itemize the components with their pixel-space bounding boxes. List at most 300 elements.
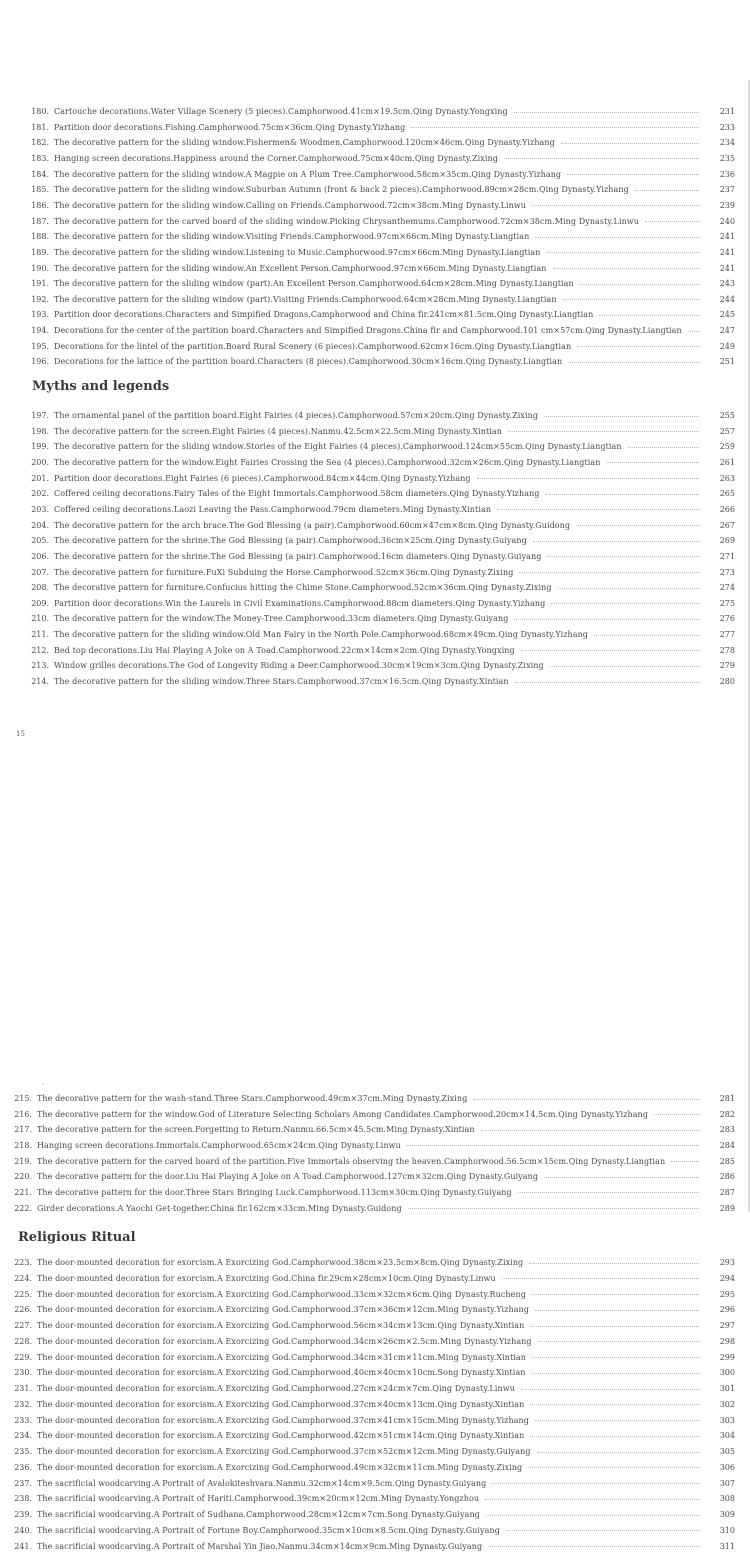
toc-entry	[0, 1539, 750, 1554]
entry-description: The decorative pattern for the sliding window.Suburban Autumn (front & back 2 pieces).Camphorwood.89cm×28cm.Qing Dynasty.Yizhang	[54, 185, 629, 195]
entry-description: The decorative pattern for the door.Three Stars Bringing Luck.Camphorwood.113cm×30cm.Qing Dynasty.Guiyang	[37, 1187, 512, 1197]
toc-entry	[0, 1334, 750, 1349]
entry-description: The door-mounted decoration for exorcism.A Exorcizing God.Camphorwood.56cm×34cm×13cm.Qing Dynasty.Xintian	[37, 1321, 525, 1330]
entry-description: The decorative pattern for the sliding window.Old Man Fairy in the North Pole.Camphorwood.68cm×49cm.Qing Dynasty.Yizhang	[54, 630, 589, 640]
toc-entry	[0, 549, 750, 564]
entry-description: The door-mounted decoration for exorcism.A Exorcizing God.China fir.29cm×28cm×10cm.Qing Dynasty.Linwu	[37, 1273, 496, 1283]
dot-leader	[535, 1419, 699, 1421]
entry-number: 234.	[14, 1431, 32, 1441]
entry-description: The decorative pattern for the window.The Money-Tree.Camphorwood.33cm diameters.Qing Dynasty.Guiyang	[54, 614, 509, 624]
entry-number: 237.	[14, 1478, 32, 1488]
toc-entry	[0, 1138, 750, 1153]
entry-description: The door-mounted decoration for exorcism.A Exorcizing God.Camphorwood.38cm×23.5cm×8cm.Qing Dynasty.Zixing	[37, 1258, 524, 1267]
toc-entry	[0, 245, 750, 260]
toc-entry	[0, 1169, 750, 1184]
entry-description: Cartouche decorations.Water Village Scenery (5 pieces).Camphorwood.41cm×19.5cm.Qing Dynasty.Yongxing	[54, 107, 508, 116]
toc-entry	[0, 1107, 750, 1122]
entry-description: Girder decorations.A Yaochi Get-together.China fir.162cm×33cm.Ming Dynasty.Guidong	[37, 1203, 402, 1213]
dot-leader	[530, 1403, 699, 1405]
toc-entry	[0, 1491, 750, 1506]
dot-leader	[628, 446, 699, 448]
entry-page-number: 233	[719, 122, 735, 132]
dot-leader	[492, 1482, 699, 1484]
dot-leader	[485, 1498, 699, 1500]
section-heading-religious-ritual: Religious Ritual	[18, 1230, 136, 1245]
dot-leader	[547, 555, 699, 557]
toc-entry	[0, 1428, 750, 1443]
entry-description: The decorative pattern for the sliding window.Visiting Friends.Camphorwood.97cm×66cm.Ming Dynasty.Liangtian	[54, 232, 530, 242]
entry-page-number: 244	[719, 294, 735, 304]
entry-page-number: 289	[719, 1203, 735, 1213]
toc-entry	[0, 1255, 750, 1270]
dot-leader	[550, 665, 699, 667]
entry-description: The door-mounted decoration for exorcism.A Exorcizing God.Camphorwood.34cm×31cm×11cm.Ming Dynasty.Xintian	[37, 1352, 526, 1362]
entry-page-number: 296	[719, 1305, 735, 1315]
entry-number: 195.	[31, 341, 49, 351]
dot-leader	[532, 1293, 699, 1295]
entry-number: 199.	[31, 442, 49, 452]
entry-description: The decorative pattern for furniture.Confucius hitting the Chime Stone.Camphorwood.52cm×36cm.Qing Dynasty.Zixing	[54, 583, 552, 593]
entry-number: 191.	[31, 279, 49, 289]
entry-number: 201.	[31, 473, 49, 483]
entry-description: The decorative pattern for the sliding window.Calling on Friends.Camphorwood.72cm×38cm.Ming Dynasty.Linwu	[54, 200, 527, 210]
entry-page-number: 299	[719, 1352, 735, 1362]
toc-entry	[0, 276, 750, 291]
entry-page-number: 259	[719, 442, 735, 452]
toc-entry	[0, 1381, 750, 1396]
entry-description: The door-mounted decoration for exorcism.A Exorcizing God.Camphorwood.37cm×52cm×12cm.Ming Dynasty.Guiyang	[37, 1447, 531, 1456]
book-page-right	[0, 742, 750, 1551]
entry-page-number: 295	[719, 1289, 735, 1299]
entry-number: 203.	[31, 504, 49, 514]
entry-page-number: 309	[719, 1510, 735, 1519]
entry-page-number: 282	[719, 1109, 735, 1119]
dot-leader	[576, 524, 699, 526]
dot-leader	[558, 587, 699, 589]
dot-leader	[551, 602, 699, 604]
entry-number: 189.	[31, 247, 49, 257]
dot-leader	[563, 298, 699, 300]
entry-number: 209.	[31, 598, 49, 608]
entry-page-number: 251	[719, 357, 735, 367]
toc-entry	[0, 674, 750, 689]
entry-page-number: 261	[719, 457, 735, 467]
entry-page-number: 308	[719, 1494, 735, 1504]
section-heading-myths: Myths and legends	[32, 379, 170, 394]
dot-leader	[532, 1356, 699, 1358]
entry-page-number: 276	[719, 614, 735, 624]
entry-number: 200.	[31, 457, 49, 467]
dot-leader	[473, 1098, 699, 1100]
entry-number: 225.	[14, 1289, 32, 1299]
toc-entry	[0, 518, 750, 533]
entry-number: 232.	[14, 1399, 32, 1409]
entry-number: 215.	[14, 1094, 32, 1103]
entry-page-number: 249	[719, 341, 735, 351]
dot-leader	[532, 204, 699, 206]
entry-description: Decorations for the center of the partition board.Characters and Simpified Dragons.China fir and Camphorwood.101 cm×57cm.Qing Dynasty.Liangtian	[54, 326, 682, 336]
entry-page-number: 286	[719, 1172, 735, 1182]
toc-entry	[0, 182, 750, 197]
entry-description: The door-mounted decoration for exorcism.A Exorcizing God.Camphorwood.27cm×24cm×7cm.Qing Dynasty.Linwu	[37, 1384, 515, 1393]
dot-leader	[535, 236, 699, 238]
toc-entry	[0, 565, 750, 580]
toc-entry	[0, 323, 750, 338]
dot-leader	[688, 330, 699, 332]
entry-description: Partition door decorations.Fishing.Camphorwood.75cm×36cm.Qing Dynasty.Yizhang	[54, 122, 406, 132]
entry-page-number: 236	[719, 169, 735, 179]
entry-page-number: 281	[719, 1094, 735, 1103]
page-folio-number: 15	[16, 730, 25, 738]
dot-leader	[408, 1207, 699, 1209]
toc-entry	[0, 1413, 750, 1428]
toc-entry	[0, 1365, 750, 1380]
entry-number: 239.	[14, 1510, 32, 1519]
dot-leader	[654, 1113, 699, 1115]
entry-description: The sacrificial woodcarving.A Portrait of Fortune Boy.Camphorwood.35cm×10cm×8.5cm.Qing Dynasty.Guiyang	[37, 1525, 500, 1535]
entry-number: 210.	[31, 614, 49, 624]
entry-number: 216.	[14, 1109, 32, 1119]
entry-page-number: 257	[719, 426, 735, 436]
entry-number: 223.	[14, 1258, 32, 1267]
entry-description: The decorative pattern for the sliding window.A Magpie on A Plum Tree.Camphorwood.58cm×35cm.Qing Dynasty.Yizhang	[54, 169, 562, 179]
entry-number: 226.	[14, 1305, 32, 1315]
dot-leader	[532, 1372, 699, 1374]
book-page-left	[0, 0, 750, 742]
entry-page-number: 241	[719, 263, 735, 273]
toc-entry	[0, 1271, 750, 1286]
entry-number: 236.	[14, 1462, 32, 1472]
dot-leader	[544, 415, 699, 417]
entry-description: The decorative pattern for the door.Liu Hai Playing A Joke on A Toad.Camphorwood.127cm×32cm.Qing Dynasty.Guiyang	[37, 1172, 539, 1182]
entry-number: 186.	[31, 200, 49, 210]
toc-entry	[0, 1302, 750, 1317]
toc-entry	[0, 1507, 750, 1522]
dot-leader	[561, 142, 699, 144]
entry-number: 224.	[14, 1273, 32, 1283]
toc-entry	[0, 486, 750, 501]
entry-page-number: 297	[719, 1321, 735, 1330]
entry-number: 196.	[31, 357, 49, 367]
toc-entry	[0, 1444, 750, 1459]
entry-number: 202.	[31, 489, 49, 499]
entry-page-number: 265	[719, 489, 735, 499]
toc-entry	[0, 307, 750, 322]
toc-entry	[0, 643, 750, 658]
toc-entry	[0, 611, 750, 626]
toc-entry	[0, 261, 750, 276]
toc-entry	[0, 1460, 750, 1475]
toc-entry	[0, 1318, 750, 1333]
dot-leader	[535, 1309, 699, 1311]
entry-description: The decorative pattern for the carved board of the partition.Five Immortals observing the heaven.Camphorwood.56.5cm×15cm.Qing Dynasty.Liangtian	[37, 1156, 666, 1166]
entry-page-number: 298	[719, 1336, 735, 1346]
entry-description: The decorative pattern for the screen.Forgetting to Return.Nanmu.66.5cm×45.5cm.Ming Dynasty.Xintian	[37, 1125, 475, 1135]
dot-leader	[521, 1388, 699, 1390]
entry-description: Window grilles decorations.The God of Longevity Riding a Deer.Camphorwood.30cm×19cm×3cm.Qing Dynasty.Zixing	[54, 661, 544, 671]
dot-leader	[477, 477, 699, 479]
entry-page-number: 243	[719, 279, 735, 289]
dot-leader	[497, 508, 699, 510]
toc-entry	[0, 1185, 750, 1200]
entry-number: 212.	[31, 645, 49, 655]
entry-page-number: 231	[719, 107, 735, 116]
entry-number: 181.	[31, 122, 49, 132]
entry-number: 180.	[31, 107, 49, 116]
dot-leader	[407, 1144, 699, 1146]
toc-entry	[0, 1287, 750, 1302]
toc-entry	[0, 1476, 750, 1491]
toc-entry	[0, 292, 750, 307]
entry-page-number: 263	[719, 473, 735, 483]
entry-description: The sacrificial woodcarving.A Portrait of Hariti.Camphorwood.39cm×20cm×12cm.Ming Dynasty.Yongzhou	[37, 1494, 480, 1504]
entry-page-number: 280	[719, 677, 735, 687]
dot-leader	[521, 649, 699, 651]
toc-entry	[0, 1201, 750, 1216]
entry-number: 222.	[14, 1203, 32, 1213]
dot-leader	[538, 1340, 699, 1342]
entry-number: 188.	[31, 232, 49, 242]
entry-page-number: 267	[719, 520, 735, 530]
toc-entry	[0, 1350, 750, 1365]
toc-entry	[0, 455, 750, 470]
toc-entry	[0, 408, 750, 423]
dot-leader	[504, 157, 699, 159]
entry-number: 205.	[31, 536, 49, 546]
entry-page-number: 303	[719, 1415, 735, 1425]
entry-description: The decorative pattern for furniture.FuXi Subduing the Horse.Camphorwood.52cm×36cm.Qing Dynasty.Zixing	[54, 567, 514, 577]
entry-number: 214.	[31, 677, 49, 687]
entry-page-number: 235	[719, 153, 735, 163]
entry-number: 240.	[14, 1525, 32, 1535]
entry-number: 233.	[14, 1415, 32, 1425]
entry-description: The door-mounted decoration for exorcism.A Exorcizing God.Camphorwood.33cm×32cm×6cm.Qing Dynasty.Rucheng	[37, 1289, 526, 1299]
entry-description: The decorative pattern for the sliding window (part).An Excellent Person.Camphorwood.64cm×28cm.Ming Dynasty.Liangtian	[54, 279, 574, 289]
dot-leader	[529, 1262, 699, 1264]
entry-description: The decorative pattern for the window.God of Literature Selecting Scholars Among Candidates.Camphorwood.20cm×14.5cm.Qing Dynasty.Yizhang	[37, 1109, 648, 1119]
toc-entry	[0, 104, 750, 119]
dot-leader	[481, 1129, 699, 1131]
entry-description: Partition door decorations.Eight Fairies (6 pieces).Camphorwood.84cm×44cm.Qing Dynasty.Yizhang	[54, 473, 471, 483]
entry-number: 187.	[31, 216, 49, 226]
entry-description: Coffered ceiling decorations.Laozi Leaving the Pass.Camphorwood.79cm diameters.Ming Dynasty.Xintian	[54, 504, 492, 514]
entry-number: 206.	[31, 551, 49, 561]
toc-entry	[0, 424, 750, 439]
entry-page-number: 311	[719, 1541, 735, 1551]
entry-number: 190.	[31, 263, 49, 273]
entry-number: 217.	[14, 1125, 32, 1135]
entry-page-number: 277	[719, 630, 735, 640]
dot-leader	[514, 111, 699, 113]
entry-number: 229.	[14, 1352, 32, 1362]
entry-number: 207.	[31, 567, 49, 577]
dot-leader	[528, 1466, 699, 1468]
entry-number: 221.	[14, 1187, 32, 1197]
entry-number: 211.	[31, 630, 49, 640]
entry-description: The decorative pattern for the shrine.The God Blessing (a pair).Camphorwood.16cm diameters.Qing Dynasty.Guiyang	[54, 551, 542, 561]
toc-entry	[0, 658, 750, 673]
dot-leader	[635, 189, 699, 191]
dot-leader	[671, 1160, 699, 1162]
entry-description: The ornamental panel of the partition board.Eight Fairies (4 pieces).Camphorwood.57cm×20cm.Qing Dynasty.Zixing	[54, 411, 539, 420]
entry-description: The door-mounted decoration for exorcism.A Exorcizing God.Camphorwood.37cm×41cm×15cm.Ming Dynasty.Yizhang	[37, 1415, 529, 1425]
entry-page-number: 241	[719, 247, 735, 257]
entry-page-number: 274	[719, 583, 735, 593]
dot-leader	[607, 461, 700, 463]
entry-description: Partition door decorations.Win the Laurels in Civil Examinations.Camphorwood.88cm diameters.Qing Dynasty.Yizhang	[54, 598, 546, 608]
toc-entry	[0, 151, 750, 166]
entry-page-number: 300	[719, 1368, 735, 1378]
dot-leader	[515, 681, 699, 683]
entry-description: The decorative pattern for the shrine.The God Blessing (a pair).Camphorwood.36cm×25cm.Qing Dynasty.Guiyang	[54, 536, 527, 546]
entry-number: 231.	[14, 1384, 32, 1393]
toc-entry	[0, 1523, 750, 1538]
entry-description: Decorations for the lattice of the partition board.Characters (8 pieces).Camphorwood.30cm×16cm.Qing Dynasty.Liangtian	[54, 357, 563, 367]
entry-description: Hanging screen decorations.Immortals.Camphorwood.65cm×24cm.Qing Dynasty.Linwu	[37, 1140, 401, 1150]
dot-leader	[537, 1451, 699, 1453]
dot-leader	[502, 1277, 699, 1279]
entry-page-number: 285	[719, 1156, 735, 1166]
dot-leader	[599, 314, 699, 316]
entry-description: The decorative pattern for the arch brace.The God Blessing (a pair).Camphorwood.60cm×47cm×8cm.Qing Dynasty.Guidong	[54, 520, 571, 530]
dot-leader	[580, 283, 699, 285]
entry-description: The door-mounted decoration for exorcism.A Exorcizing God.Camphorwood.37cm×36cm×12cm.Ming Dynasty.Yizhang	[37, 1305, 529, 1315]
dot-leader	[518, 1191, 699, 1193]
entry-description: Hanging screen decorations.Happiness around the Corner.Camphorwood.75cm×40cm.Qing Dynasty.Zixing	[54, 153, 498, 163]
dot-leader	[530, 1325, 699, 1327]
entry-number: 193.	[31, 310, 49, 320]
entry-description: The sacrificial woodcarving.A Portrait of Avalokiteshvara.Nanmu.32cm×14cm×9.5cm.Qing Dynasty.Guiyang	[37, 1478, 487, 1488]
entry-number: 182.	[31, 138, 49, 148]
stray-mark: -	[42, 1080, 45, 1088]
entry-description: The decorative pattern for the sliding window.Three Stars.Camphorwood.37cm×16.5cm.Qing Dynasty.Xintian	[54, 677, 509, 687]
entry-page-number: 237	[719, 185, 735, 195]
entry-description: The door-mounted decoration for exorcism.A Exorcizing God.Camphorwood.34cm×26cm×2.5cm.Ming Dynasty.Yizhang	[37, 1336, 532, 1346]
entry-description: The door-mounted decoration for exorcism.A Exorcizing God.Camphorwood.40cm×40cm×10cm.Song Dynasty.Xintian	[37, 1368, 526, 1378]
toc-entry	[0, 198, 750, 213]
entry-page-number: 307	[719, 1478, 735, 1488]
entry-page-number: 275	[719, 598, 735, 608]
dot-leader	[508, 430, 699, 432]
dot-leader	[567, 173, 699, 175]
entry-number: 194.	[31, 326, 49, 336]
entry-page-number: 278	[719, 645, 735, 655]
entry-page-number: 271	[719, 551, 735, 561]
entry-number: 185.	[31, 185, 49, 195]
entry-page-number: 305	[719, 1447, 735, 1456]
entry-number: 230.	[14, 1368, 32, 1378]
entry-page-number: 255	[719, 411, 735, 420]
entry-description: Bed top decorations.Liu Hai Playing A Joke on A Toad.Camphorwood.22cm×14cm×2cm.Qing Dynasty.Yongxing	[54, 645, 515, 655]
entry-number: 197.	[31, 411, 49, 420]
toc-entry	[0, 229, 750, 244]
entry-number: 184.	[31, 169, 49, 179]
entry-page-number: 234	[719, 138, 735, 148]
entry-number: 227.	[14, 1321, 32, 1330]
toc-entry	[0, 135, 750, 150]
entry-page-number: 304	[719, 1431, 735, 1441]
entry-description: Partition door decorations.Characters and Simpified Dragons.Camphorwood and China fir.241cm×81.5cm.Qing Dynasty.Liangtian	[54, 310, 594, 320]
entry-page-number: 301	[719, 1384, 735, 1393]
dot-leader	[488, 1545, 699, 1547]
entry-description: The sacrificial woodcarving.A Portrait of Sudhana.Camphorwood.28cm×12cm×7cm.Song Dynasty.Guiyang	[37, 1510, 480, 1519]
dot-leader	[645, 220, 699, 222]
toc-entry	[0, 471, 750, 486]
dot-leader	[568, 361, 699, 363]
entry-description: The decorative pattern for the sliding window.Fishermen& Woodmen.Camphorwood.120cm×46cm.Qing Dynasty.Yizhang	[54, 138, 555, 148]
entry-number: 183.	[31, 153, 49, 163]
entry-number: 204.	[31, 520, 49, 530]
toc-entry	[0, 1397, 750, 1412]
toc-entry	[0, 167, 750, 182]
entry-description: The door-mounted decoration for exorcism.A Exorcizing God.Camphorwood.42cm×51cm×14cm.Qing Dynasty.Xintian	[37, 1431, 525, 1441]
entry-description: The decorative pattern for the wash-stand.Three Stars.Camphorwood.49cm×37cm.Ming Dynasty.Zixing	[37, 1094, 468, 1103]
toc-entry	[0, 339, 750, 354]
entry-description: The sacrificial woodcarving.A Portrait of Marshal Yin Jiao.Nanmu.34cm×14cm×9cm.Ming Dynasty.Guiyang	[37, 1541, 483, 1551]
toc-entry	[0, 596, 750, 611]
toc-entry	[0, 120, 750, 135]
entry-number: 220.	[14, 1172, 32, 1182]
dot-leader	[519, 571, 699, 573]
dot-leader	[577, 345, 699, 347]
toc-entry	[0, 439, 750, 454]
entry-number: 192.	[31, 294, 49, 304]
entry-page-number: 294	[719, 1273, 735, 1283]
toc-entry	[0, 1122, 750, 1137]
dot-leader	[411, 126, 699, 128]
toc-entry	[0, 533, 750, 548]
entry-description: The decorative pattern for the carved board of the sliding window.Picking Chrysanthemums.Camphorwood.72cm×38cm.Ming Dynasty.Linwu	[54, 216, 639, 226]
entry-number: 235.	[14, 1447, 32, 1456]
entry-description: The decorative pattern for the sliding window (part).Visiting Friends.Camphorwood.64cm×28cm.Ming Dynasty.Liangtian	[54, 294, 557, 304]
entry-number: 213.	[31, 661, 49, 671]
entry-number: 219.	[14, 1156, 32, 1166]
entry-description: The decorative pattern for the sliding window.An Excellent Person.Camphorwood.97cm×66cm.Ming Dynasty.Liangtian	[54, 263, 547, 273]
dot-leader	[594, 634, 699, 636]
dot-leader	[553, 267, 699, 269]
entry-description: The decorative pattern for the sliding window.Stories of the Eight Fairies (4 pieces).Camphorwood.124cm×55cm.Qing Dynasty.Liangtian	[54, 442, 622, 452]
entry-description: The door-mounted decoration for exorcism.A Exorcizing God.Camphorwood.37cm×40cm×13cm.Qing Dynasty.Xintian	[37, 1399, 525, 1409]
dot-leader	[530, 1435, 699, 1437]
toc-entry	[0, 580, 750, 595]
entry-page-number: 283	[719, 1125, 735, 1135]
entry-description: The decorative pattern for the sliding window.Listening to Music.Camphorwood.97cm×66cm.Ming Dynasty.Liangtian	[54, 247, 541, 257]
entry-page-number: 269	[719, 536, 735, 546]
dot-leader	[514, 618, 699, 620]
entry-page-number: 273	[719, 567, 735, 577]
entry-page-number: 279	[719, 661, 735, 671]
entry-description: Coffered ceiling decorations.Fairy Tales of the Eight Immortals.Camphorwood.58cm diameters.Qing Dynasty.Yizhang	[54, 489, 540, 499]
dot-leader	[545, 493, 699, 495]
entry-page-number: 287	[719, 1187, 735, 1197]
toc-entry	[0, 1091, 750, 1106]
entry-description: The door-mounted decoration for exorcism.A Exorcizing God.Camphorwood.49cm×32cm×11cm.Ming Dynasty.Zixing	[37, 1462, 523, 1472]
entry-page-number: 241	[719, 232, 735, 242]
entry-page-number: 284	[719, 1140, 735, 1150]
toc-entry	[0, 1154, 750, 1169]
entry-page-number: 306	[719, 1462, 735, 1472]
entry-page-number: 239	[719, 200, 735, 210]
dot-leader	[486, 1514, 699, 1516]
entry-number: 238.	[14, 1494, 32, 1504]
dot-leader	[533, 540, 699, 542]
entry-page-number: 293	[719, 1258, 735, 1267]
entry-description: The decorative pattern for the screen.Eight Fairies (4 pieces).Nanmu.42.5cm×22.5cm.Ming Dynasty.Xintian	[54, 426, 502, 436]
dot-leader	[544, 1176, 699, 1178]
entry-number: 228.	[14, 1336, 32, 1346]
entry-description: Decorations for the lintel of the partition.Board Rural Scenery (6 pieces).Camphorwood.62cm×16cm.Qing Dynasty.Liangtian	[54, 341, 572, 351]
entry-number: 218.	[14, 1140, 32, 1150]
